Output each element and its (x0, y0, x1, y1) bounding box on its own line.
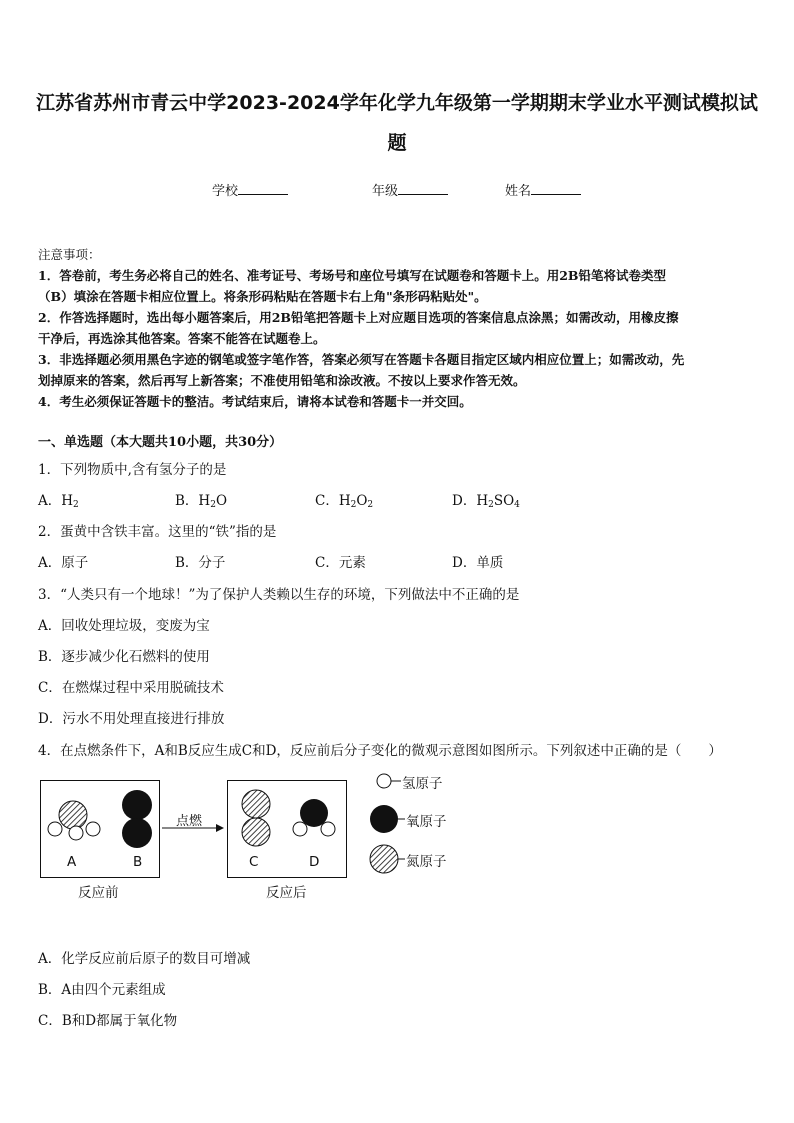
notes-line: 1．答卷前，考生务必将自己的姓名、准考证号、考场号和座位号填写在试题卷和答题卡上。用2B铅笔将试卷类型 (38, 268, 666, 283)
q3-option-c[interactable]: C．在燃煤过程中采用脱硫技术 (38, 680, 224, 696)
notes-line: 2．作答选择题时，选出每小题答案后，用2B铅笔把答题卡上对应题目选项的答案信息点涂黑；如需改动，用橡皮擦 (38, 310, 679, 325)
question-1-stem: 1．下列物质中,含有氢分子的是 (38, 462, 227, 478)
q2-option-d[interactable]: D．单质 (452, 555, 504, 571)
oxygen-atom-icon (370, 805, 398, 833)
arrow-label: 点燃 (176, 814, 203, 829)
q3-option-a[interactable]: A．回收处理垃圾，变废为宝 (38, 618, 210, 634)
label-c: C (249, 854, 259, 870)
legend-nitrogen: 氮原子 (406, 854, 447, 870)
q2-option-b[interactable]: B．分子 (175, 555, 226, 571)
notes-line: （B）填涂在答题卡相应位置上。将条形码粘贴在答题卡右上角"条形码粘贴处"。 (38, 289, 487, 304)
question-2-stem: 2．蛋黄中含铁丰富。这里的“铁”指的是 (38, 524, 277, 540)
q2-option-a[interactable]: A．原子 (38, 555, 89, 571)
question-3-stem: 3．“人类只有一个地球！”为了保护人类赖以生存的环境，下列做法中不正确的是 (38, 587, 520, 603)
q2-option-c[interactable]: C．元素 (315, 555, 366, 571)
question-4-stem: 4．在点燃条件下，A和B反应生成C和D，反应前后分子变化的微观示意图如图所示。下列叙述中正确的是（ ） (38, 743, 722, 759)
section-heading: 一、单选题（本大题共10小题，共30分） (38, 435, 283, 450)
q1-option-a[interactable]: A．$H_2$ (38, 493, 79, 510)
label-a: A (67, 854, 77, 870)
legend-oxygen: 氧原子 (406, 814, 447, 830)
molecule-c (242, 790, 270, 846)
grade-field: 年级 (372, 180, 448, 199)
molecule-a (48, 801, 100, 840)
notes-line: 划掉原来的答案，然后再写上新答案；不准使用铅笔和涂改液。不按以上要求作答无效。 (38, 373, 526, 388)
molecule-d (293, 799, 335, 836)
q3-option-b[interactable]: B．逐步减少化石燃料的使用 (38, 649, 210, 665)
name-field: 姓名 (505, 180, 581, 199)
notes-line: 3．非选择题必须用黑色字迹的钢笔或签字笔作答，答案必须写在答题卡各题目指定区域内相应位置上；如需改动，先 (38, 352, 685, 367)
q3-option-d[interactable]: D．污水不用处理直接进行排放 (38, 711, 225, 727)
school-field: 学校 (212, 180, 288, 199)
q1-option-b[interactable]: B．$H_2O$ (175, 493, 228, 510)
after-caption: 反应后 (266, 885, 307, 901)
page-title: 江苏省苏州市青云中学2023-2024学年化学九年级第一学期期末学业水平测试模拟试 (36, 92, 758, 114)
legend-hydrogen: 氢原子 (402, 776, 443, 792)
molecule-b (122, 790, 152, 848)
hydrogen-atom-icon (377, 774, 391, 788)
legend (370, 774, 405, 873)
q4-option-b[interactable]: B．A由四个元素组成 (38, 982, 166, 998)
nitrogen-atom-icon (370, 845, 398, 873)
notes-line: 干净后，再选涂其他答案。答案不能答在试题卷上。 (38, 331, 326, 346)
q1-option-d[interactable]: D．$H_2SO_4$ (452, 493, 520, 510)
page-title-continued: 题 (387, 132, 407, 154)
notes-line: 4．考生必须保证答题卡的整洁。考试结束后，请将本试卷和答题卡一并交回。 (38, 394, 472, 409)
q4-option-a[interactable]: A．化学反应前后原子的数目可增减 (38, 951, 251, 967)
label-d: D (309, 854, 320, 870)
before-caption: 反应前 (78, 885, 119, 901)
label-b: B (133, 854, 143, 870)
q1-option-c[interactable]: C．$H_2O_2$ (315, 493, 374, 510)
q4-option-c[interactable]: C．B和D都属于氧化物 (38, 1013, 178, 1029)
notes-heading: 注意事项： (38, 247, 101, 262)
